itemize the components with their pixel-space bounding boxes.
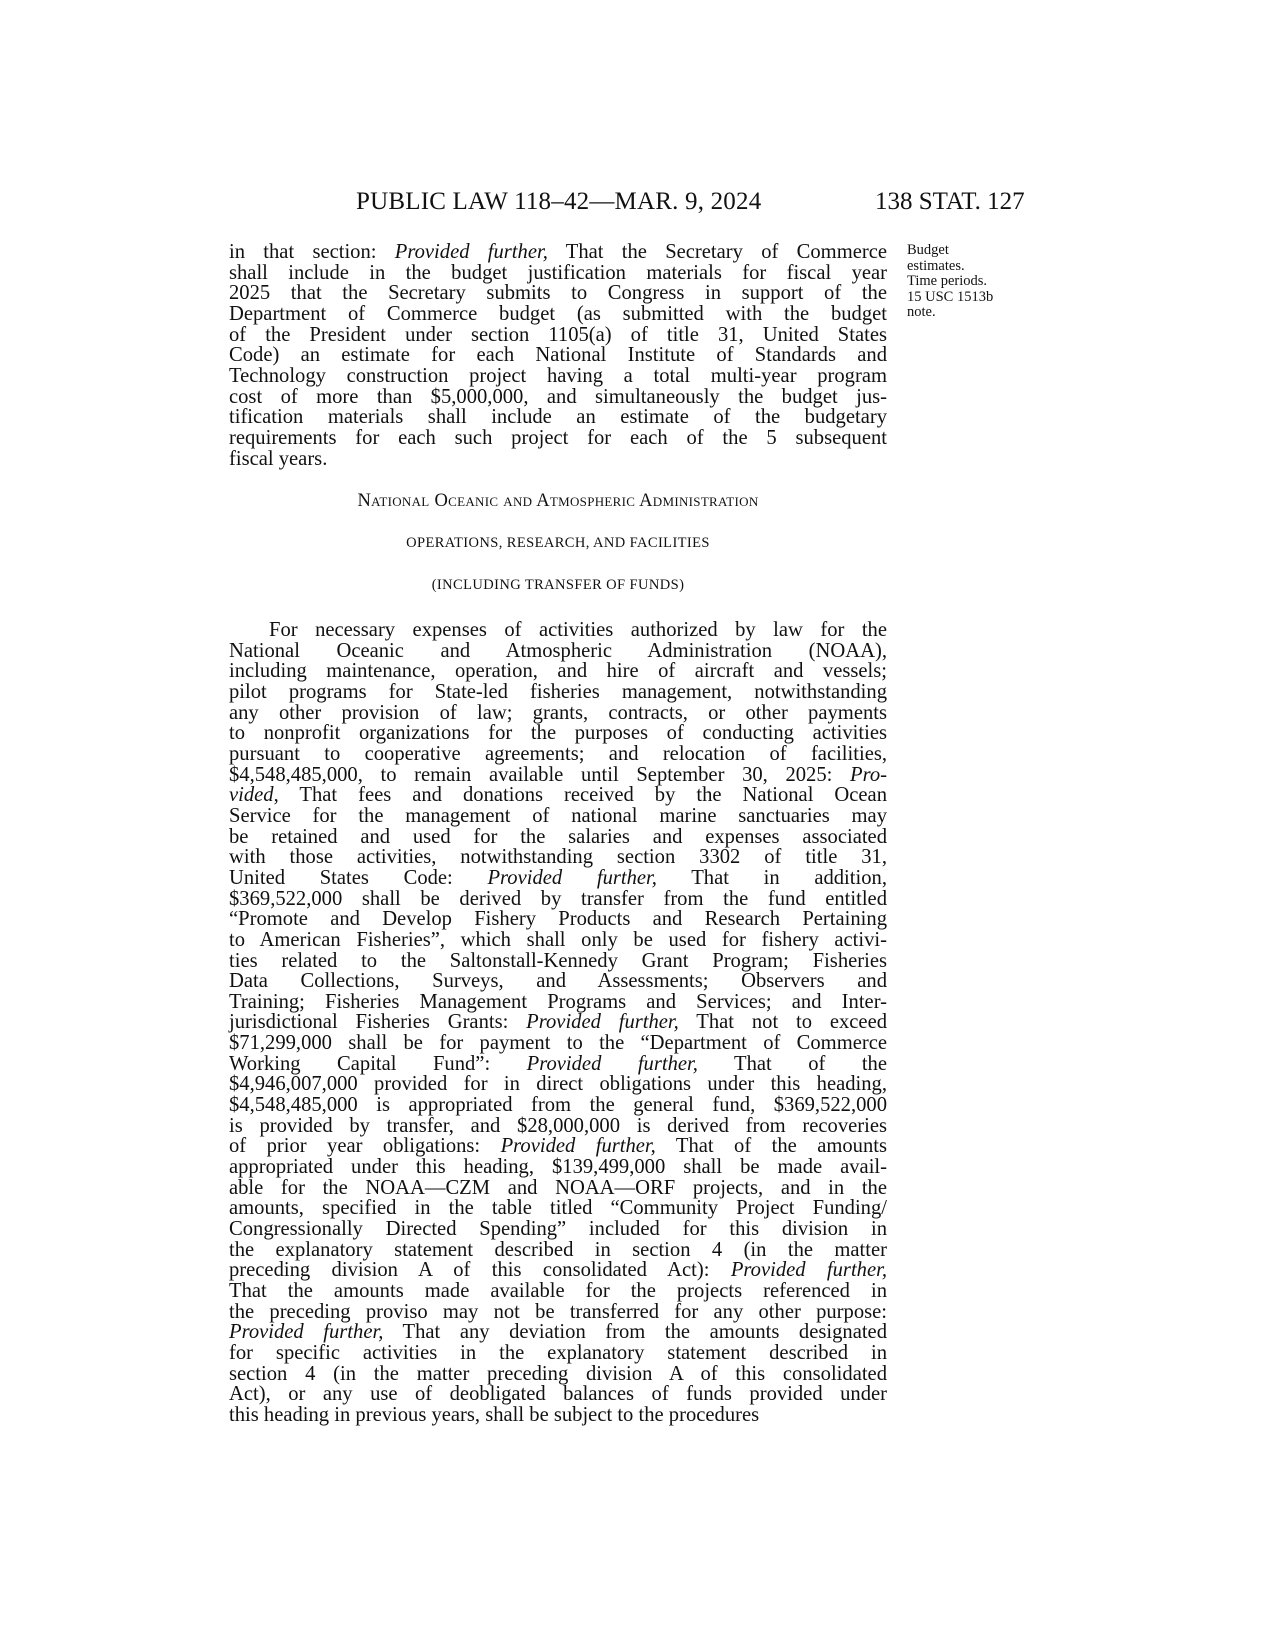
text-line — [229, 1260, 887, 1281]
text-segment: this heading in previous years, shall be subject to the procedures — [229, 1403, 760, 1426]
text-line — [229, 1012, 887, 1033]
text-segment: ties related to the Saltonstall-Kennedy Grant Program; Fisheries — [229, 949, 887, 972]
text-line — [229, 682, 887, 703]
text-segment: the explanatory statement described in section 4 (in the matter — [229, 1238, 887, 1261]
text-segment: That any deviation from the amounts designated — [383, 1321, 887, 1344]
text-line — [229, 785, 887, 806]
text-segment: That of the amounts — [655, 1135, 888, 1158]
text-line — [229, 1219, 887, 1240]
text-line — [229, 971, 887, 992]
text-line — [229, 1384, 887, 1405]
text-segment: Technology construction project having a total multi-year program — [229, 364, 887, 387]
text-line — [229, 765, 887, 786]
text-segment: That not to exceed — [678, 1011, 888, 1034]
text-line — [229, 449, 887, 470]
text-line — [229, 723, 887, 744]
text-line — [229, 1116, 887, 1137]
text-segment: $369,522,000 shall be derived by transfer from the fund entitled — [229, 887, 887, 910]
agency-heading: National Oceanic and Atmospheric Administration — [357, 491, 759, 511]
text-line — [229, 744, 887, 765]
text-segment: Department of Commerce budget (as submitted with the budget — [229, 302, 887, 325]
text-segment: in that section: — [229, 241, 395, 263]
italic-proviso: Pro- — [850, 763, 887, 786]
text-line — [229, 1157, 887, 1178]
text-line — [229, 1178, 887, 1199]
text-segment: fiscal years. — [229, 447, 328, 470]
italic-proviso: Provided further, — [526, 1052, 698, 1075]
text-segment: amounts, specified in the table titled “Community Project Funding/ — [229, 1197, 887, 1220]
text-line — [229, 868, 887, 889]
text-segment: Data Collections, Surveys, and Assessments; Observers and — [229, 970, 887, 993]
text-segment: “Promote and Develop Fishery Products and Research Pertaining — [229, 908, 887, 931]
text-segment: to American Fisheries”, which shall only be used for fishery activi- — [229, 928, 887, 951]
paragraph-nist-budget — [229, 242, 887, 469]
text-segment: is provided by transfer, and $28,000,000 is derived from recoveries — [229, 1114, 887, 1137]
text-segment: preceding division A of this consolidated Act): — [229, 1259, 731, 1282]
text-segment: Code) an estimate for each National Institute of Standards and — [229, 344, 887, 367]
text-line — [229, 1095, 887, 1116]
text-line — [229, 992, 887, 1013]
text-segment: 2025 that the Secretary submits to Congress in support of the — [229, 282, 887, 305]
italic-proviso: vided — [229, 784, 274, 807]
text-line — [229, 1281, 887, 1302]
italic-proviso: Provided further, — [730, 1259, 887, 1282]
text-segment: $71,299,000 shall be for payment to the “Department of Commerce — [229, 1032, 887, 1055]
text-line — [229, 620, 887, 641]
running-head-title: PUBLIC LAW 118–42—MAR. 9, 2024 — [356, 188, 762, 215]
text-segment: section 4 (in the matter preceding division A of this consolidated — [229, 1362, 887, 1385]
text-segment: with those activities, notwithstanding section 3302 of title 31, — [229, 846, 887, 869]
margin-note-line: 15 USC 1513b — [907, 288, 994, 305]
text-segment: National Oceanic and Atmospheric Administration (NOAA), — [229, 639, 887, 662]
text-line — [229, 951, 887, 972]
text-segment: Congressionally Directed Spending” included for this division in — [229, 1218, 887, 1241]
text-segment: able for the NOAA—CZM and NOAA—ORF projects, and in the — [229, 1176, 887, 1199]
text-segment: requirements for each such project for each of the 5 subsequent — [229, 426, 887, 449]
text-line — [229, 703, 887, 724]
text-line — [229, 283, 887, 304]
margin-note-line: estimates. — [907, 257, 965, 274]
text-segment: $4,548,485,000 is appropriated from the general fund, $369,522,000 — [229, 1094, 887, 1117]
text-line — [229, 909, 887, 930]
text-segment: to nonprofit organizations for the purposes of conducting activities — [229, 722, 887, 745]
text-segment: Training; Fisheries Management Programs and Services; and Inter- — [229, 990, 887, 1013]
text-segment: United States Code: — [229, 866, 488, 889]
text-line — [229, 345, 887, 366]
text-segment: That in addition, — [656, 866, 887, 889]
paragraph-noaa-operations — [229, 620, 887, 1426]
text-line — [229, 827, 887, 848]
text-segment: $4,946,007,000 provided for in direct obligations under this heading, — [229, 1073, 887, 1096]
italic-proviso: Provided further, — [500, 1135, 656, 1158]
text-segment: tification materials shall include an estimate of the budgetary — [229, 406, 887, 429]
text-line — [229, 1405, 887, 1426]
text-line — [229, 387, 887, 408]
text-line — [229, 1343, 887, 1364]
text-segment: Act), or any use of deobligated balances of funds provided under — [229, 1383, 887, 1406]
text-segment: jurisdictional Fisheries Grants: — [229, 1011, 527, 1034]
text-segment: for specific activities in the explanatory statement described in — [229, 1341, 887, 1364]
text-segment: For necessary expenses of activities authorized by law for the — [269, 619, 887, 641]
italic-proviso: Provided further, — [394, 241, 548, 263]
text-segment: shall include in the budget justification materials for fiscal year — [229, 261, 887, 284]
text-segment: That the amounts made available for the projects referenced in — [229, 1280, 887, 1302]
text-segment: Working Capital Fund”: — [229, 1052, 527, 1075]
text-line — [229, 428, 887, 449]
italic-proviso: Provided further, — [526, 1011, 679, 1034]
text-line — [229, 407, 887, 428]
text-segment: That of the — [697, 1052, 887, 1075]
text-line — [229, 1364, 887, 1385]
text-segment: any other provision of law; grants, contracts, or other payments — [229, 701, 887, 724]
text-segment: Service for the management of national marine sanctuaries may — [229, 804, 887, 827]
text-line — [229, 847, 887, 868]
text-line — [229, 1322, 887, 1343]
text-line — [229, 325, 887, 346]
margin-note — [907, 243, 1027, 321]
text-segment: the preceding proviso may not be transferred for any other purpose: — [229, 1300, 887, 1323]
text-segment: $4,548,485,000, to remain available until September 30, 2025: — [229, 763, 851, 786]
text-segment: appropriated under this heading, $139,499,000 shall be made avail- — [229, 1156, 887, 1179]
text-line — [229, 806, 887, 827]
text-line — [229, 263, 887, 284]
text-segment: cost of more than $5,000,000, and simultaneously the budget jus- — [229, 385, 887, 408]
text-line — [229, 641, 887, 662]
text-line — [229, 661, 887, 682]
text-segment: pilot programs for State-led fisheries management, notwithstanding — [229, 680, 887, 703]
text-line — [229, 930, 887, 951]
page-reference: 138 STAT. 127 — [875, 188, 1025, 215]
text-segment: That the Secretary of Commerce — [547, 241, 887, 263]
text-line — [229, 1240, 887, 1261]
text-segment: including maintenance, operation, and hire of aircraft and vessels; — [229, 660, 887, 683]
text-line — [229, 1054, 887, 1075]
text-line — [229, 304, 887, 325]
text-line — [229, 889, 887, 910]
text-segment: of the President under section 1105(a) of title 31, United States — [229, 323, 887, 346]
account-heading: OPERATIONS, RESEARCH, AND FACILITIES — [406, 535, 710, 551]
margin-note-line: Budget — [907, 242, 949, 258]
italic-proviso: Provided further, — [487, 866, 657, 889]
text-segment: of prior year obligations: — [229, 1135, 501, 1158]
text-segment: pursuant to cooperative agreements; and relocation of facilities, — [229, 742, 887, 765]
text-segment: , That fees and donations received by the National Ocean — [273, 784, 887, 807]
italic-proviso: Provided further, — [229, 1321, 384, 1344]
text-line — [229, 1033, 887, 1054]
margin-note-line: Time periods. — [907, 273, 988, 289]
text-line — [229, 242, 887, 263]
text-line — [229, 366, 887, 387]
text-line — [229, 1136, 887, 1157]
margin-note-line: note. — [907, 304, 936, 320]
text-segment: be retained and used for the salaries and expenses associated — [229, 825, 887, 848]
text-line — [229, 1074, 887, 1095]
text-line — [229, 1302, 887, 1323]
transfer-note-heading: (INCLUDING TRANSFER OF FUNDS) — [431, 577, 685, 593]
text-line — [229, 1198, 887, 1219]
